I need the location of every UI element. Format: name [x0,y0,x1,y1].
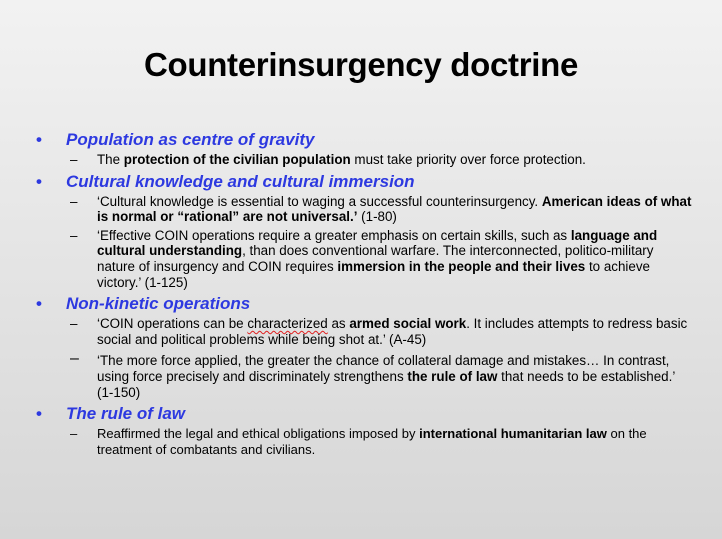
bullet-icon: • [36,130,42,149]
section-population [34,129,694,168]
section-heading [34,403,694,425]
list-item [34,228,694,290]
text-run: on the treatment of combatants and civilians. [97,426,647,457]
text-run: ‘The more force applied, the greater the chance of collateral damage and mistakes… In contrast, using force precisely and discriminately strengthens [97,353,670,384]
bold-run: armed social work [349,316,467,332]
text-run: must take priority over force protection. [350,152,586,167]
dash-icon: – [70,316,78,332]
list-item [34,350,694,400]
bullet-icon: • [36,171,42,191]
dash-icon: – [70,193,78,209]
section-heading [34,293,694,315]
bold-run: language and cultural understanding [97,227,658,259]
text-run: , than does conventional warfare. The interconnected, politico-military nature of insurgency and COIN requires [97,243,654,274]
bullet-icon: • [36,294,42,314]
bold-run: protection of the civilian population [123,152,351,167]
heading-text: Non-kinetic operations [66,294,251,314]
text-run: that needs to be established.’ (1-150) [97,368,675,400]
section-heading [34,129,694,151]
text-run: ‘COIN operations can be [97,316,248,332]
list-item [34,152,694,168]
dash-icon: – [70,350,79,368]
section-cultural [34,171,694,291]
list-item [34,426,694,457]
text-run: (1-80) [357,209,397,225]
bold-run: immersion in the people and their lives [337,258,586,274]
bold-run: American ideas of what is normal or “rational” are not universal.’ [97,193,692,225]
section-rule-of-law [34,403,694,457]
section-heading [34,171,694,193]
text-run: ‘Cultural knowledge is essential to waging a successful counterinsurgency. [97,193,542,209]
section-non-kinetic [34,293,694,400]
list-item [34,194,694,225]
text-run: Reaffirmed the legal and ethical obligations imposed by [97,426,420,442]
heading-text: Cultural knowledge and cultural immersion [66,171,415,191]
text-run: to achieve victory.’ (1-125) [97,258,650,290]
bullet-icon: • [36,404,42,424]
slide-title: Counterinsurgency doctrine [143,46,579,83]
text-run: as [327,316,350,332]
slide-content [34,129,694,460]
bold-run: the rule of law [407,368,498,384]
text-run: ‘Effective COIN operations require a greater emphasis on certain skills, such as [97,227,571,243]
spellcheck-underlined-word: characterized [247,316,328,332]
text-run: The [97,152,124,167]
text-run: . It includes attempts to redress basic social and political problems while being shot at.’ (A-45) [97,316,688,347]
dash-icon: – [70,227,78,243]
dash-icon: – [70,426,78,442]
dash-icon: – [70,152,78,167]
heading-text: The rule of law [66,404,186,424]
heading-text: Population as centre of gravity [66,130,315,149]
bold-run: international humanitarian law [419,426,607,442]
list-item [34,316,694,347]
